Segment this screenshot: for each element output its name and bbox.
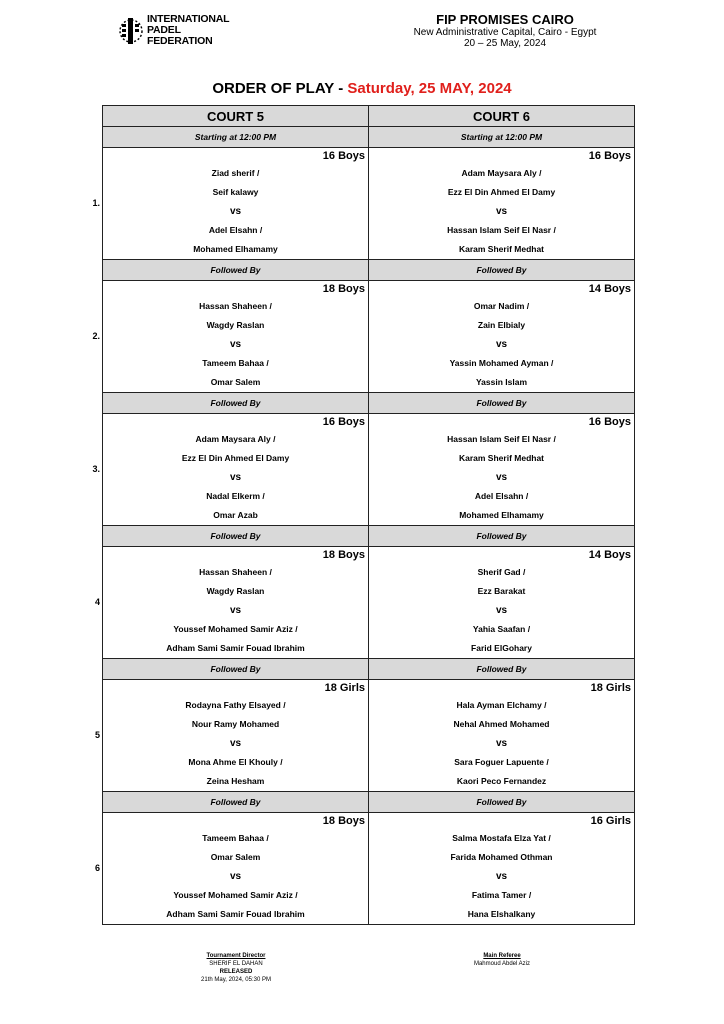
team-1-player-2: Karam Sherif Medhat bbox=[458, 453, 545, 463]
versus-label: vs bbox=[495, 738, 508, 749]
team-1-player-1: Hala Ayman Elchamy / bbox=[456, 700, 547, 710]
team-1-player-2: Seif kalawy bbox=[212, 187, 259, 197]
team-2-player-1: Yahia Saafan / bbox=[472, 624, 531, 634]
team-1-player-1: Hassan Shaheen / bbox=[199, 301, 272, 311]
followed-by-label: Followed By bbox=[369, 659, 635, 680]
round-number: 4 bbox=[94, 596, 100, 607]
versus-label: vs bbox=[495, 206, 508, 217]
fip-logo-icon bbox=[117, 12, 145, 50]
category-label: 16 Girls bbox=[590, 815, 631, 827]
versus-label: vs bbox=[229, 605, 242, 616]
team-2-player-2: Mohamed Elhamamy bbox=[459, 510, 544, 520]
team-2-player-2: Farid ElGohary bbox=[471, 643, 532, 653]
versus-label: vs bbox=[229, 738, 242, 749]
team-2-player-2: Mohamed Elhamamy bbox=[193, 244, 278, 254]
category-label: 18 Girls bbox=[590, 682, 631, 694]
court-6-header: COURT 6 bbox=[369, 106, 635, 127]
category-label: 14 Boys bbox=[588, 283, 631, 295]
versus-label: vs bbox=[229, 871, 242, 882]
team-2-player-1: Mona Ahme El Khouly / bbox=[188, 757, 283, 767]
match-cell bbox=[103, 148, 369, 260]
match-cell bbox=[103, 414, 369, 526]
team-1-player-2: Ezz El Din Ahmed El Damy bbox=[181, 453, 290, 463]
versus-label: vs bbox=[495, 472, 508, 483]
team-2-player-2: Omar Salem bbox=[210, 377, 261, 387]
team-2-player-1: Yassin Mohamed Ayman / bbox=[449, 358, 554, 368]
followed-by-label: Followed By bbox=[103, 792, 369, 813]
category-label: 18 Boys bbox=[322, 815, 365, 827]
match-row bbox=[103, 414, 635, 526]
logo-text bbox=[147, 14, 229, 47]
tournament-director-block bbox=[196, 952, 276, 984]
team-1-player-1: Ziad sherif / bbox=[211, 168, 260, 178]
team-2-player-1: Sara Foguer Lapuente / bbox=[454, 757, 549, 767]
followed-by-label: Followed By bbox=[369, 792, 635, 813]
team-2-player-1: Adel Elsahn / bbox=[208, 225, 263, 235]
match-cell bbox=[369, 414, 635, 526]
followed-by-row bbox=[103, 659, 635, 680]
team-2-player-2: Hana Elshalkany bbox=[467, 909, 536, 919]
main-referee-block bbox=[462, 952, 542, 968]
event-header bbox=[360, 12, 650, 49]
court-6-start-time: Starting at 12:00 PM bbox=[369, 127, 635, 148]
team-2-player-1: Tameem Bahaa / bbox=[202, 358, 269, 368]
versus-label: vs bbox=[229, 339, 242, 350]
director-name: SHERIF EL DAHAN bbox=[209, 961, 263, 967]
category-label: 16 Boys bbox=[322, 416, 365, 428]
category-label: 18 Girls bbox=[324, 682, 365, 694]
title-prefix: ORDER OF PLAY - bbox=[212, 80, 348, 97]
team-1-player-2: Farida Mohamed Othman bbox=[450, 852, 553, 862]
order-of-play-table bbox=[102, 105, 635, 925]
team-2-player-1: Youssef Mohamed Samir Aziz / bbox=[173, 624, 298, 634]
followed-by-label: Followed By bbox=[369, 260, 635, 281]
followed-by-row bbox=[103, 393, 635, 414]
match-row bbox=[103, 547, 635, 659]
team-2-player-1: Fatima Tamer / bbox=[471, 890, 532, 900]
director-label: Tournament Director bbox=[206, 953, 266, 959]
followed-by-label: Followed By bbox=[369, 526, 635, 547]
followed-by-label: Followed By bbox=[103, 393, 369, 414]
category-label: 16 Boys bbox=[588, 416, 631, 428]
category-label: 18 Boys bbox=[322, 549, 365, 561]
court-5-start-time: Starting at 12:00 PM bbox=[103, 127, 369, 148]
match-cell bbox=[369, 813, 635, 925]
category-label: 16 Boys bbox=[322, 150, 365, 162]
match-cell bbox=[369, 680, 635, 792]
match-cell bbox=[369, 547, 635, 659]
versus-label: vs bbox=[229, 472, 242, 483]
team-2-player-2: Omar Azab bbox=[213, 510, 258, 520]
followed-by-label: Followed By bbox=[103, 526, 369, 547]
fip-logo bbox=[117, 12, 230, 50]
match-cell bbox=[369, 281, 635, 393]
versus-label: vs bbox=[495, 871, 508, 882]
team-2-player-2: Zeina Hesham bbox=[206, 776, 265, 786]
team-2-player-1: Youssef Mohamed Samir Aziz / bbox=[173, 890, 298, 900]
team-1-player-1: Adam Maysara Aly / bbox=[195, 434, 276, 444]
logo-line-3: FEDERATION bbox=[147, 35, 213, 47]
category-label: 14 Boys bbox=[588, 549, 631, 561]
referee-name: Mahmoud Abdel Aziz bbox=[473, 961, 531, 967]
match-cell bbox=[103, 813, 369, 925]
match-row bbox=[103, 813, 635, 925]
team-2-player-2: Adham Sami Samir Fouad Ibrahim bbox=[166, 643, 305, 653]
match-row bbox=[103, 281, 635, 393]
team-1-player-2: Ezz El Din Ahmed El Damy bbox=[447, 187, 556, 197]
followed-by-row bbox=[103, 792, 635, 813]
logo-line-2: PADEL bbox=[147, 24, 181, 36]
release-status: RELEASED bbox=[219, 969, 253, 975]
team-1-player-2: Wagdy Raslan bbox=[206, 586, 265, 596]
release-time: 21th May, 2024, 05:30 PM bbox=[201, 977, 271, 983]
team-2-player-2: Yassin Islam bbox=[475, 377, 528, 387]
versus-label: vs bbox=[495, 339, 508, 350]
match-row bbox=[103, 680, 635, 792]
team-2-player-1: Nadal Elkerm / bbox=[206, 491, 265, 501]
team-2-player-2: Adham Sami Samir Fouad Ibrahim bbox=[166, 909, 305, 919]
team-1-player-2: Wagdy Raslan bbox=[206, 320, 265, 330]
start-time-row bbox=[103, 127, 635, 148]
match-cell bbox=[369, 148, 635, 260]
round-number: 3. bbox=[92, 463, 100, 474]
category-label: 16 Boys bbox=[588, 150, 631, 162]
followed-by-label: Followed By bbox=[103, 659, 369, 680]
match-cell bbox=[103, 281, 369, 393]
court-5-header: COURT 5 bbox=[103, 106, 369, 127]
category-label: 18 Boys bbox=[322, 283, 365, 295]
round-number: 2. bbox=[92, 330, 100, 341]
team-1-player-2: Ezz Barakat bbox=[477, 586, 526, 596]
round-number: 5 bbox=[94, 729, 100, 740]
team-1-player-1: Hassan Shaheen / bbox=[199, 567, 272, 577]
team-2-player-2: Kaori Peco Fernandez bbox=[456, 776, 547, 786]
team-1-player-2: Omar Salem bbox=[210, 852, 261, 862]
team-1-player-2: Zain Elbialy bbox=[477, 320, 526, 330]
team-1-player-1: Rodayna Fathy Elsayed / bbox=[185, 700, 286, 710]
versus-label: vs bbox=[229, 206, 242, 217]
team-1-player-1: Hassan Islam Seif El Nasr / bbox=[447, 434, 556, 444]
team-1-player-2: Nour Ramy Mohamed bbox=[191, 719, 280, 729]
team-2-player-2: Karam Sherif Medhat bbox=[458, 244, 545, 254]
match-cell bbox=[103, 547, 369, 659]
team-1-player-1: Tameem Bahaa / bbox=[202, 833, 269, 843]
title-date: Saturday, 25 MAY, 2024 bbox=[347, 80, 512, 97]
referee-label: Main Referee bbox=[483, 953, 521, 959]
followed-by-row bbox=[103, 526, 635, 547]
team-2-player-1: Hassan Islam Seif El Nasr / bbox=[447, 225, 556, 235]
followed-by-label: Followed By bbox=[369, 393, 635, 414]
team-2-player-1: Adel Elsahn / bbox=[474, 491, 529, 501]
followed-by-label: Followed By bbox=[103, 260, 369, 281]
round-number: 6 bbox=[94, 862, 100, 873]
followed-by-row bbox=[103, 260, 635, 281]
match-row bbox=[103, 148, 635, 260]
page-title bbox=[0, 80, 724, 97]
team-1-player-1: Salma Mostafa Elza Yat / bbox=[452, 833, 551, 843]
match-cell bbox=[103, 680, 369, 792]
event-dates: 20 – 25 May, 2024 bbox=[463, 38, 547, 49]
logo-line-1: INTERNATIONAL bbox=[147, 13, 230, 25]
court-header-row bbox=[103, 106, 635, 127]
event-name: FIP PROMISES CAIRO bbox=[436, 12, 574, 27]
versus-label: vs bbox=[495, 605, 508, 616]
team-1-player-1: Adam Maysara Aly / bbox=[461, 168, 542, 178]
team-1-player-1: Omar Nadim / bbox=[473, 301, 530, 311]
team-1-player-1: Sherif Gad / bbox=[477, 567, 526, 577]
team-1-player-2: Nehal Ahmed Mohamed bbox=[453, 719, 550, 729]
event-location: New Administrative Capital, Cairo - Egypt bbox=[413, 27, 597, 38]
round-number: 1. bbox=[92, 197, 100, 208]
